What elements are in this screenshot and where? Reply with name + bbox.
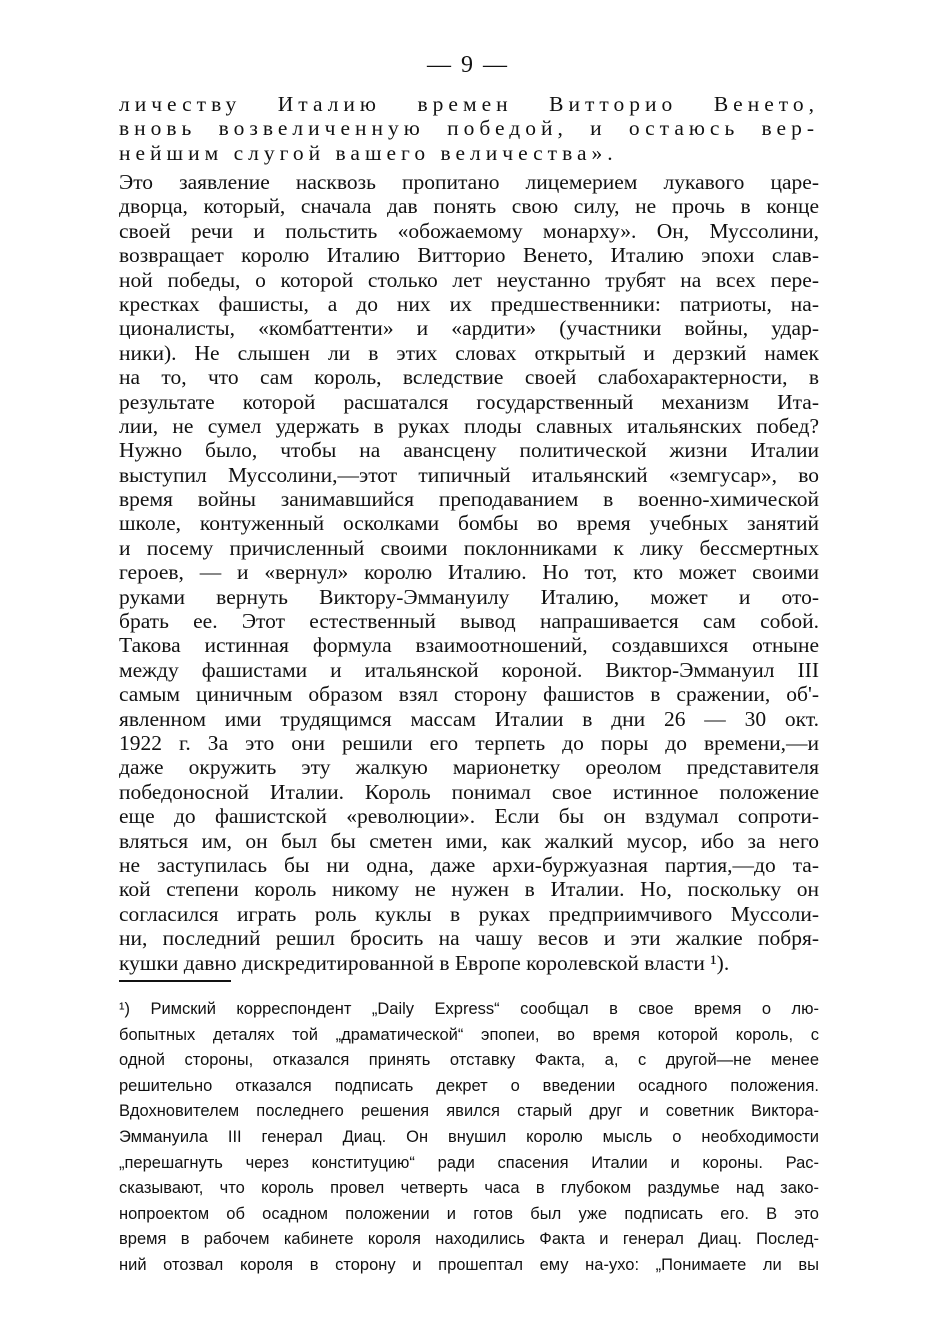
text-line: между фашистами и итальянской короной. Виктор-Эммануил III [119,657,819,682]
text-line: вновь возвеличенную победой, и остаюсь вер- [119,116,819,141]
text-line: ни, последний решил бросить на чашу весов и эти жалкие побря- [119,926,819,951]
footnote-line: „перешагнуть через конституцию“ ради спасения Италии и короны. Рас- [119,1153,819,1172]
text-line: согласился играть роль куклы в руках предприимчивого Муссоли- [119,901,819,926]
text-line: Нужно было, чтобы на авансцену политической жизни Италии [119,438,819,463]
text-line: на то, что сам король, вследствие своей слабохарактерности, в [119,365,819,390]
footnote-line: время в рабочем кабинете короля находились Факта и генерал Диац. Послед- [119,1230,819,1249]
text-line: даже окружить эту жалкую марионетку ореолом представителя [119,755,819,780]
text-line: ционалисты, «комбаттенти» и «ардити» (участники войны, удар- [119,316,819,341]
text-line: кушки давно дискредитированной в Европе королевской власти ¹). [119,950,730,975]
quote-continuation [119,92,819,165]
text-line: нейшим слугой вашего величества». [119,140,618,165]
text-line: Это заявление насквозь пропитано лицемерием лукавого царе- [119,170,819,194]
text-line: Такова истинная формула взаимоотношений, создавшихся отныне [119,633,819,658]
text-line: ной победы, о которой столько лет неустанно трубят на всех пере- [119,267,819,292]
main-paragraph [119,170,819,975]
footnote-line: Эммануила III генерал Диац. Он внушил королю мысль о необходимости [119,1127,819,1146]
footnote [119,997,819,1279]
footnote-line: бопытных деталях той „драматической“ эпопеи, во время которой король, с [119,1025,819,1044]
footnote-line: нопроектом об осадном положении и готов был уже подписать его. В это [119,1204,819,1223]
text-line: победоносной Италии. Король понимал свое истинное положение [119,779,819,804]
footnote-line: решительно отказался подписать декрет о введении осадного положения. [119,1076,819,1095]
text-line: и посему причисленный своими поклонниками к лику бессмертных [119,535,819,560]
text-line: своей речи и польстить «обожаемому монарху». Он, Муссолини, [119,218,819,243]
footnote-line: сказывают, что король провел четверть часа в глубоком раздумье над зако- [119,1179,819,1198]
footnote-line: одной стороны, отказался принять отставку Факта, а, с другой—не менее [119,1051,819,1070]
text-line: время войны занимавшийся преподаванием в военно-химической [119,487,819,512]
text-line: кой степени король никому не нужен в Италии. Но, поскольку он [119,877,819,902]
text-line: школе, контуженный осколками бомбы во время учебных занятий [119,511,819,536]
text-line: крестках фашисты, а до них их предшественники: патриоты, на- [119,291,819,316]
page-number: — 9 — [427,52,509,78]
text-line: брать ее. Этот естественный вывод напрашивается сам собой. [119,609,819,634]
text-line: возвращает королю Италию Витторио Венето, Италию эпохи слав- [119,243,819,268]
text-line: лии, не сумел удержать в руках плоды славных итальянских побед? [119,413,819,438]
footnote-line: ний отозвал короля в сторону и прошептал ему на-ухо: „Понимаете ли вы [119,1255,819,1274]
text-line: вляться им, он был бы сметен ими, как жалкий мусор, ибо за него [119,828,819,853]
text-line: результате которой расшатался государственный механизм Ита- [119,389,819,414]
text-line: не заступилась бы ни одна, даже архи-буржуазная партия,—до та- [119,852,819,877]
text-line: героев, — и «вернул» королю Италию. Но тот, кто может своими [119,560,819,585]
text-line: выступил Муссолини,—этот типичный итальянский «земгусар», во [119,462,819,487]
text-line: явленном ими трудящимся массам Италии в дни 26 — 30 окт. [119,706,819,731]
footnote-line: Вдохновителем последнего решения явился старый друг и советник Виктора- [119,1102,819,1121]
footnote-line: ¹) Римский корреспондент „Daily Express“ сообщал в свое время о лю- [119,1000,819,1018]
text-line: ники). Не слышен ли в этих словах открытый и дерзкий намек [119,340,819,365]
text-line: руками вернуть Виктору-Эммануилу Италию, может и ото- [119,584,819,609]
text-line: самым циничным образом взял сторону фашистов в сражении, об'- [119,682,819,707]
text-line: еще до фашистской «революции». Если бы он вздумал сопроти- [119,804,819,829]
text-line: дворца, который, сначала дав понять свою силу, не прочь в конце [119,194,819,219]
text-line: 1922 г. За это они решили его терпеть до поры до времени,—и [119,730,819,755]
text-line: личеству Италию времен Витторио Венето, [119,92,819,116]
footnote-separator [119,980,231,982]
